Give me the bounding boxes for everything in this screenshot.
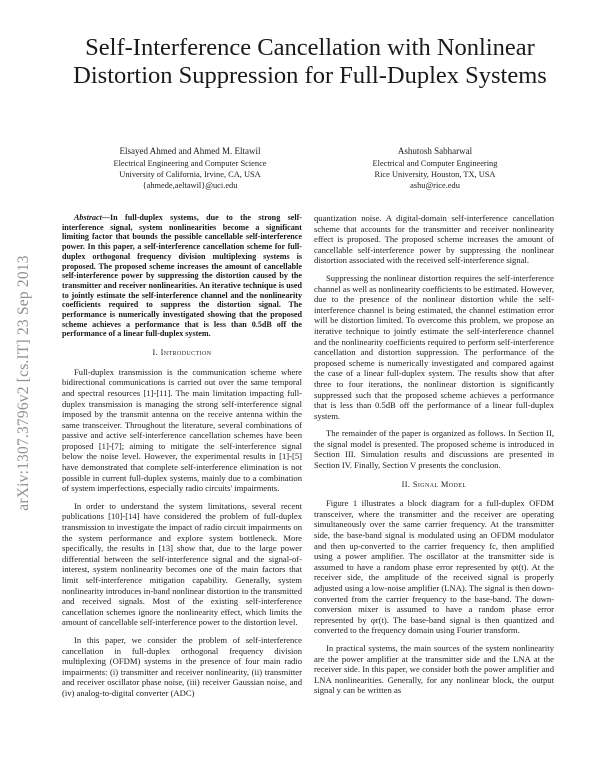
author-affiliation: Rice University, Houston, TX, USA <box>374 170 496 179</box>
abstract <box>62 213 302 339</box>
author-block-uci <box>70 146 310 191</box>
author-names: Elsayed Ahmed and Ahmed M. Eltawil <box>119 146 261 156</box>
author-department: Electrical and Computer Engineering <box>372 159 498 168</box>
intro-paragraph: In this paper, we consider the problem of self-interference cancellation in full-duplex orthogonal frequency division multiplexing (OFDM) systems in the presence of four main radio impairments: (i) transmitter and receiver nonlinearity, (ii) transmitter and receiver oscillator phase noise, (iii) receiver Gaussian noise, and (iv) analog-to-digital converter (ADC) <box>62 634 302 698</box>
body-paragraph: Suppressing the nonlinear distortion requires the self-interference channel as well as nonlinearity coefficients to be estimated. However, due to the presence of the nonlinear distortion while the self-interference channel is being estimated, the channel estimation error will be distortion limited. To overcome this problem, we propose an iterative technique to jointly estimate the self-interference channel and the nonlinearity coefficients required to perform self-interference cancellation and distortion suppression. The performance of the proposed scheme is numerically investigated and compared against the case of a linear full-duplex system. The results show that after three to four iterations, the nonlinear distortion is significantly suppressed such that the proposed scheme achieves a performance that is less than 0.5dB off the performance of a linear full-duplex system. <box>314 272 554 421</box>
author-names: Ashutosh Sabharwal <box>397 146 473 156</box>
intro-paragraph: In order to understand the system limitations, several recent publications [10]-[14] have considered the problem of full-duplex transmission to investigate the impact of radio circuit impairments on the system performance and explore system bottleneck. More specifically, the results in [13] show that, due to the large power differential between the self-interference signal and the signal-of-interest, system nonlinearity becomes one of the main factors that limit self-interference mitigation capability. Generally, system nonlinearity introduces in-band nonlinear distortion to the transmitted and received signals. Most of the existing self-interference cancellation schemes ignore the nonlinearity effect, which limits the amount of cancellable self-interference power to the distortion level. <box>62 500 302 628</box>
abstract-label: Abstract <box>74 213 102 222</box>
body-paragraph: The remainder of the paper is organized as follows. In Section II, the signal model is presented. The proposed scheme is introduced in Section III. Simulation results and discussions are presented in Section IV. Finally, Section V presents the conclusion. <box>314 428 554 471</box>
right-column <box>314 213 554 703</box>
section-heading-signal-model: II. Signal Model <box>401 479 467 489</box>
author-block-rice <box>330 146 540 191</box>
left-column <box>62 213 302 706</box>
paper-title: Self-Interference Cancellation with Nonlinear Distortion Suppression for Full-Duplex Systems <box>73 34 547 89</box>
author-email: {ahmede,aeltawil}@uci.edu <box>142 181 238 190</box>
signal-model-paragraph: In practical systems, the main sources of the system nonlinearity are the power amplifier at the transmitter side and the LNA at the receiver side. In this paper, we consider both the power amplifier and LNA nonlinearities. Generally, for any nonlinear block, the output signal y can be written as <box>314 642 554 696</box>
signal-model-paragraph: Figure 1 illustrates a block diagram for a full-duplex OFDM transceiver, where the transmitter and the receiver are operating simultaneously over the same carrier frequency. At the transmitter side, the base-band signal is modulated using an OFDM modulator and then up-converted to the carrier frequency fc, then amplified using a power amplifier. The oscillator at the transmitter side is assumed to have a random phase error represented by φt(t). At the receiver side, the amplitude of the received signal is properly adjusted using a low-noise amplifier (LNA). The signal is then down-converted from the carrier frequency to the base-band. The down-conversion mixer is assumed to have a random phase error represented by φr(t). The base-band signal is then quantized and converted to the frequency domain using Fourier transform. <box>314 498 554 636</box>
arxiv-stamp-text: arXiv:1307.3796v2 [cs.IT] 23 Sep 2013 <box>15 255 32 511</box>
abstract-text: —In full-duplex systems, due to the strong self-interference signal, system nonlinearities become a significant limiting factor that bounds the possible cancellable self-interference power. In this paper, a self-interference cancellation scheme for full-duplex orthogonal frequency division multiplexing systems is proposed. The proposed scheme increases the amount of cancellable self-interference power by suppressing the distortion caused by the transmitter and receiver nonlinearities. An iterative technique is used to jointly estimate the self-interference channel and the nonlinearity coefficients required to suppress the distortion signal. The performance is numerically investigated showing that the proposed scheme achieves a performance that is less than 0.5dB off the performance of a linear full-duplex system. <box>62 213 302 339</box>
author-email: ashu@rice.edu <box>410 181 460 190</box>
body-paragraph: quantization noise. A digital-domain self-interference cancellation scheme that accounts for the transmitter and receiver nonlinearity effect is proposed. The proposed scheme increases the amount of cancellable self-interference power by suppressing the nonlinear distortion associated with the received self-interference signal. <box>314 213 554 266</box>
intro-paragraph: Full-duplex transmission is the communication scheme where bidirectional communications is carried out over the same temporal and spectral resources [1]-[11]. The main limitation impacting full-duplex transmission is managing the strong self-interference signal imposed by the transmit antenna on the receive antenna within the same transceiver. Throughout the literature, several combinations of passive and active self-interference cancellation schemes have been proposed [1]-[7]; aiming to mitigate the self-interference signal below the noise level. However, the experimental results in [1]-[5] have demonstrated that complete self-interference elimination is not possible in current full-duplex systems, mainly due to a combination of system imperfections, especially radio circuits' impairments. <box>62 366 302 494</box>
section-heading-introduction: I. Introduction <box>152 348 212 358</box>
arxiv-stamp <box>6 218 42 548</box>
author-affiliation: University of California, Irvine, CA, USA <box>119 170 261 179</box>
author-department: Electrical Engineering and Computer Science <box>113 159 267 168</box>
